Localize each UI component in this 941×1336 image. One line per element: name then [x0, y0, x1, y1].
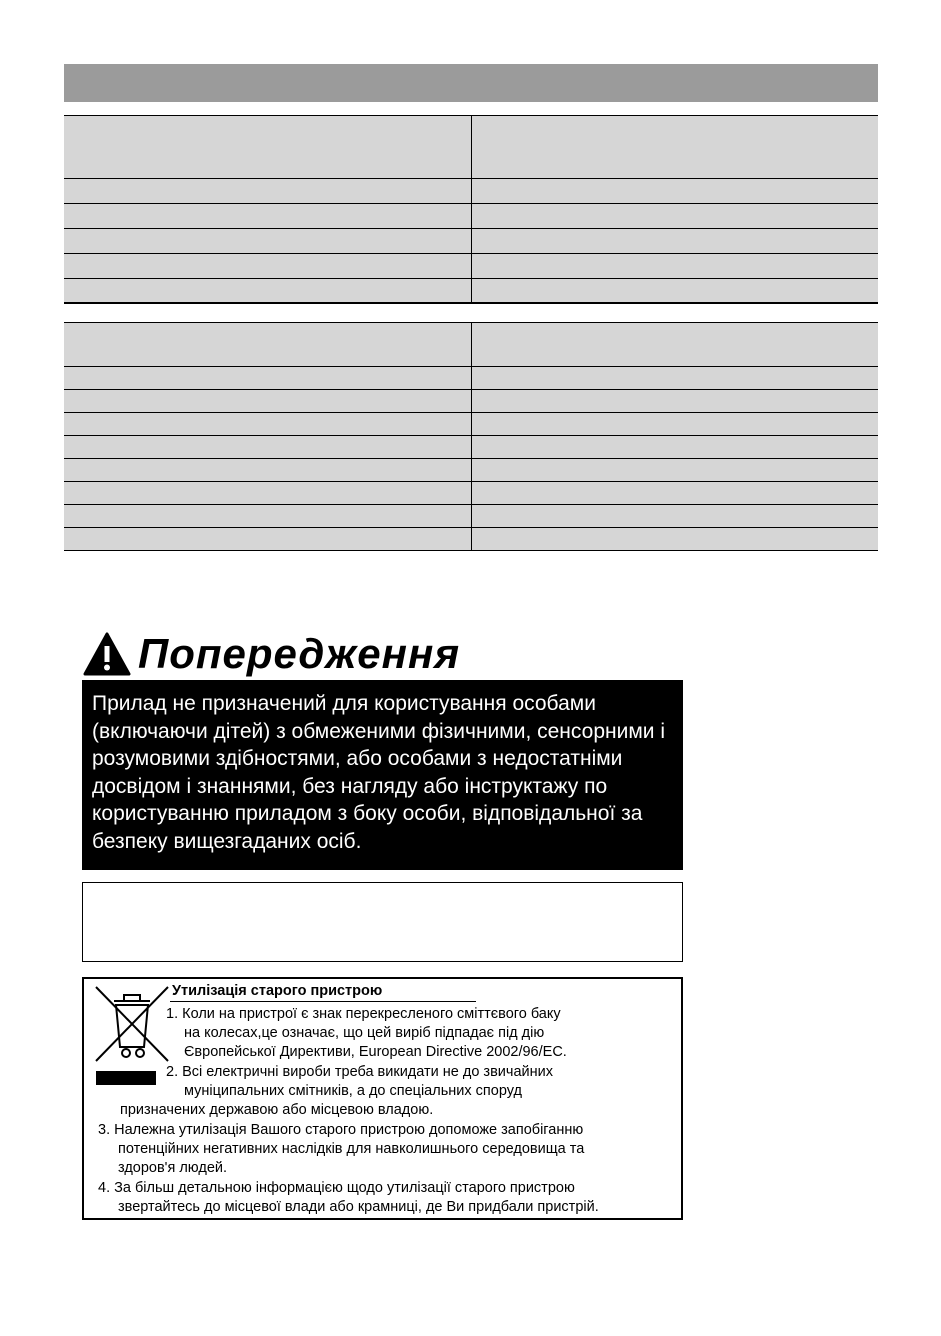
table-cell — [64, 367, 472, 390]
table-row — [64, 229, 878, 254]
table-cell — [64, 254, 472, 279]
disposal-line: здоров'я людей. — [118, 1160, 228, 1176]
table-cell — [472, 367, 879, 390]
warning-heading — [82, 628, 460, 680]
table-cell — [472, 413, 879, 436]
disposal-line: звертайтесь до місцевої влади або крамниці, де Ви придбали пристрій. — [118, 1199, 599, 1215]
table-cell — [64, 179, 472, 204]
spec-table-1 — [64, 115, 878, 304]
warning-title: Попередження — [138, 630, 461, 677]
table-row — [64, 279, 878, 304]
table-row — [64, 436, 878, 459]
weee-marker-bar — [96, 1071, 156, 1085]
table-cell — [64, 229, 472, 254]
table-row — [64, 528, 878, 551]
table-row — [64, 204, 878, 229]
spec-table-2 — [64, 322, 878, 551]
table-row — [64, 413, 878, 436]
disposal-line: призначених державою або місцевою владою. — [120, 1102, 434, 1118]
table-cell — [472, 436, 879, 459]
table-divider — [64, 302, 878, 304]
disposal-line: Європейської Директиви, European Directive 2002/96/EC. — [184, 1044, 567, 1060]
disposal-line: 4. За більш детальною інформацією щодо утилізації старого пристрою — [98, 1180, 575, 1196]
table-cell — [472, 179, 879, 204]
disposal-line: муніципальних смітників, а до спеціальних споруд — [184, 1083, 522, 1099]
section-header-bar — [64, 64, 878, 102]
warning-triangle-icon — [82, 631, 132, 677]
table-cell — [472, 229, 879, 254]
table-cell — [64, 390, 472, 413]
table-row — [64, 179, 878, 204]
table-row — [64, 367, 878, 390]
disposal-line: 2. Всі електричні вироби треба викидати не до звичайних — [166, 1064, 553, 1080]
table-cell — [472, 116, 879, 179]
table-cell — [64, 528, 472, 551]
disposal-line: 3. Належна утилізація Вашого старого пристрою допоможе запобіганню — [98, 1122, 584, 1138]
table-cell — [472, 323, 879, 367]
table-row — [64, 116, 878, 179]
table-cell — [472, 482, 879, 505]
table-cell — [64, 482, 472, 505]
table-row — [64, 390, 878, 413]
table-cell — [64, 323, 472, 367]
table-cell — [472, 204, 879, 229]
table-cell — [472, 279, 879, 304]
table-row — [64, 505, 878, 528]
crossed-bin-icon — [92, 983, 172, 1065]
table-cell — [64, 459, 472, 482]
table-cell — [64, 505, 472, 528]
disposal-title: Утилізація старого пристрою — [170, 982, 476, 1002]
disposal-line: на колесах,це означає, що цей виріб підпадає під дію — [184, 1025, 545, 1041]
disposal-line: потенційних негативних наслідків для навколишнього середовища та — [118, 1141, 585, 1157]
table-row — [64, 254, 878, 279]
disposal-line: 1. Коли на пристрої є знак перекресленого сміттєвого баку — [166, 1006, 561, 1022]
table-cell — [64, 116, 472, 179]
table-cell — [472, 505, 879, 528]
table-cell — [64, 204, 472, 229]
warning-text-box — [82, 680, 683, 870]
blank-notice-box — [82, 882, 683, 962]
table-cell — [472, 254, 879, 279]
table-cell — [472, 390, 879, 413]
table-cell — [472, 528, 879, 551]
table-cell — [64, 436, 472, 459]
warning-text: Прилад не призначений для користування особами (включаючи дітей) з обмеженими фізичними, сенсорними і розумовими здібностями, або особами з недостатніми досвідом і знаннями, без нагляду або інструктажу по користуванню приладом з боку особи, відповідальної за безпеку вищезгаданих осіб. — [92, 692, 665, 853]
table-cell — [472, 459, 879, 482]
table-cell — [64, 279, 472, 304]
disposal-box — [82, 977, 683, 1220]
table-row — [64, 323, 878, 367]
table-row — [64, 482, 878, 505]
table-row — [64, 459, 878, 482]
table-cell — [64, 413, 472, 436]
